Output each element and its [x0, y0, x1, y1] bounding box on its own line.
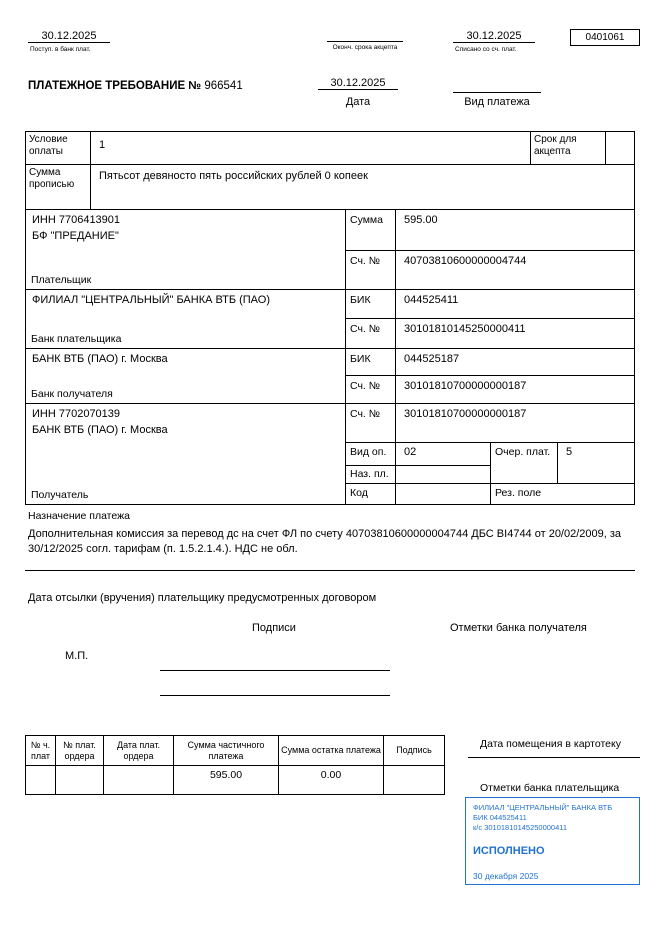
pay-purpose-code-label: Наз. пл.: [346, 466, 396, 484]
payer-bank-marks-label: Отметки банка плательщика: [480, 782, 620, 794]
col-header-signature: Подпись: [384, 736, 444, 766]
col-header-part-number: № ч. плат: [26, 736, 56, 766]
rest-amount-cell: 0.00: [279, 766, 384, 794]
code-label: Код: [346, 484, 396, 504]
payer-bank-bik-label: БИК: [346, 290, 396, 319]
payer-bank-account-label: Сч. №: [346, 319, 396, 349]
priority-value: 5: [558, 443, 634, 484]
payment-condition-label: Условие оплаты: [26, 132, 91, 165]
order-number-cell: [56, 766, 104, 794]
op-type-label: Вид оп.: [346, 443, 396, 466]
partial-amount-cell: 595.00: [174, 766, 279, 794]
beneficiary-bank-account-label: Сч. №: [346, 376, 396, 404]
purpose-separator-line: [25, 570, 635, 571]
document-title: ПЛАТЕЖНОЕ ТРЕБОВАНИЕ №: [28, 80, 202, 92]
beneficiary-section-label: Получатель: [31, 488, 89, 501]
op-type-value: 02: [396, 443, 491, 466]
payer-section-label: Плательщик: [31, 273, 92, 286]
reserve-field-label: Рез. поле: [495, 487, 542, 499]
beneficiary-account-label: Сч. №: [346, 404, 396, 443]
code-value: [396, 484, 491, 504]
payer-bank-name: ФИЛИАЛ "ЦЕНТРАЛЬНЫЙ" БАНКА ВТБ (ПАО): [32, 294, 270, 306]
col-header-rest-amount: Сумма остатка платежа: [279, 736, 384, 766]
beneficiary-bank-bik-value: 044525187: [396, 349, 634, 376]
signature-cell: [384, 766, 444, 794]
payer-cell: [26, 210, 346, 290]
document-date: 30.12.2025: [318, 77, 398, 90]
beneficiary-bank-bik-label: БИК: [346, 349, 396, 376]
card-index-date-label: Дата помещения в картотеку: [480, 738, 621, 750]
stamp-date: 30 декабря 2025: [473, 871, 539, 882]
amount-value: 595.00: [396, 210, 634, 251]
beneficiary-account-value: 30101810700000000187: [396, 404, 634, 443]
accept-deadline-label: Оконч. срока акцепта: [327, 41, 403, 51]
document-title-row: [28, 80, 243, 92]
received-in-bank-date: 30.12.2025: [28, 30, 110, 43]
payer-bank-bik-value: 044525411: [396, 290, 634, 319]
col-header-order-number: № плат. ордера: [56, 736, 104, 766]
amount-words-value: Пятьсот девяносто пять российских рублей 0 копеек: [91, 165, 634, 210]
beneficiary-bank-account-value: 30101810700000000187: [396, 376, 634, 404]
date-label: Дата: [345, 96, 371, 108]
col-header-partial-amount: Сумма частичного платежа: [174, 736, 279, 766]
payer-bank-account-value: 30101810145250000411: [396, 319, 634, 349]
bank-execution-stamp: [465, 797, 640, 885]
document-number: 966541: [204, 80, 243, 92]
signature-line-1: [160, 670, 390, 671]
purpose-text: Дополнительная комиссия за перевод дс на счет ФЛ по счету 40703810600000004744 ДБС BI4744 от 20/02/2009, за 30/12/2025 согл. тарифам (п. 1.5.2.1.4.). НДС не обл.: [28, 528, 622, 555]
payer-bank-cell: [26, 290, 346, 349]
col-header-order-date: Дата плат. ордера: [104, 736, 174, 766]
priority-label: Очер. плат.: [491, 443, 558, 484]
beneficiary-bank-marks-label: Отметки банка получателя: [450, 622, 587, 634]
amount-label: Сумма: [346, 210, 396, 251]
beneficiary-cell: [26, 404, 346, 504]
stamp-bank-name: ФИЛИАЛ "ЦЕНТРАЛЬНЫЙ" БАНКА ВТБ: [473, 803, 613, 812]
pay-purpose-code-value: [396, 466, 491, 484]
amount-words-label: Сумма прописью: [26, 165, 91, 210]
signature-line-2: [160, 695, 390, 696]
stamp-corr-account: к/с 30101810145250000411: [473, 823, 568, 833]
beneficiary-name: БАНК ВТБ (ПАО) г. Москва: [32, 423, 168, 436]
payer-account-label: Сч. №: [346, 251, 396, 290]
order-date-cell: [104, 766, 174, 794]
payment-condition-value: 1: [91, 132, 531, 165]
debited-label: Списано со сч. плат.: [455, 46, 517, 53]
part-number-cell: [26, 766, 56, 794]
payer-account-value: 40703810600000004744: [396, 251, 634, 290]
beneficiary-bank-cell: [26, 349, 346, 404]
payer-name: БФ "ПРЕДАНИЕ": [32, 229, 119, 242]
beneficiary-inn: ИНН 7702070139: [32, 408, 121, 420]
partial-payments-table: [25, 735, 445, 795]
stamp-status: ИСПОЛНЕНО: [473, 845, 545, 858]
payment-type-label: Вид платежа: [453, 92, 541, 108]
beneficiary-bank-name: БАНК ВТБ (ПАО) г. Москва: [32, 353, 168, 365]
form-code-box: 0401061: [570, 29, 640, 46]
send-date-label: Дата отсылки (вручения) плательщику предусмотренных договором: [28, 592, 377, 604]
beneficiary-bank-section-label: Банк получателя: [31, 387, 113, 400]
accept-term-value: [606, 132, 634, 165]
payer-inn: ИНН 7706413901: [32, 214, 121, 226]
card-index-line: [468, 757, 640, 758]
payer-bank-section-label: Банк плательщика: [31, 332, 122, 345]
purpose-label: Назначение платежа: [28, 510, 130, 522]
seal-place-label: М.П.: [65, 650, 89, 662]
signatures-label: Подписи: [252, 622, 296, 634]
debited-date: 30.12.2025: [453, 30, 535, 43]
received-in-bank-label: Поступ. в банк плат.: [30, 46, 91, 53]
stamp-bik: БИК 044525411: [473, 813, 527, 823]
main-table: [25, 131, 635, 505]
accept-term-label: Срок для акцепта: [531, 132, 606, 165]
